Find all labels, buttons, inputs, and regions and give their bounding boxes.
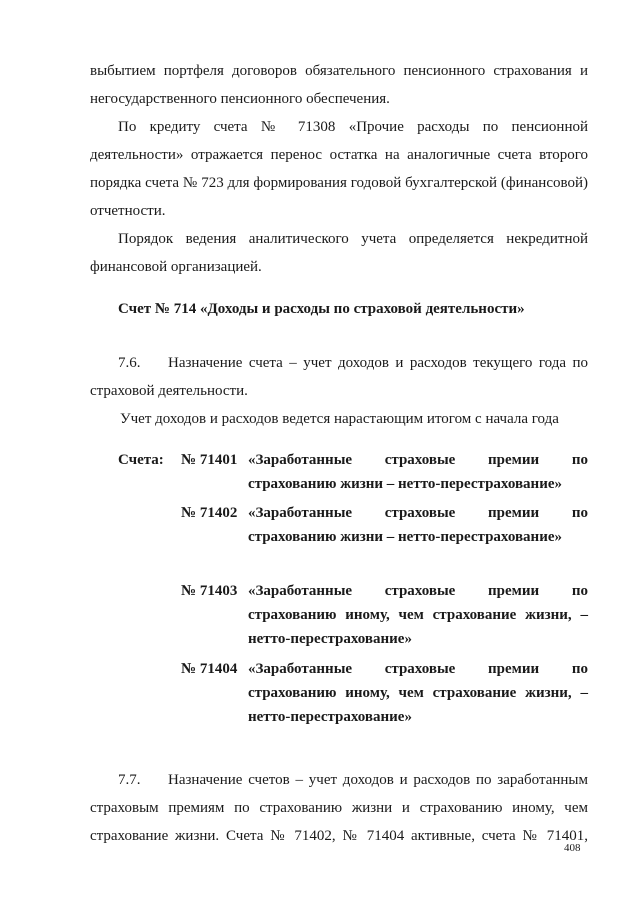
intro-line-1: выбытием портфеля договоров обязательного пенсионного страхования и bbox=[90, 63, 588, 79]
account-number: № 71401 bbox=[181, 452, 238, 468]
paragraph-analytic-accounting: Порядок ведения аналитического учета определяется некредитной финансовой организацией. bbox=[90, 231, 588, 275]
paragraph-7-7-line-3: страхование жизни. Счета № 71402, № 71404 активные, счета № 71401, bbox=[90, 828, 588, 844]
page-number: 408 bbox=[564, 842, 581, 854]
account-number: № 71404 bbox=[181, 661, 238, 677]
account-title bbox=[248, 448, 588, 496]
account-title-line: нетто-перестрахование» bbox=[248, 631, 412, 647]
account-title-line: страхованию жизни – нетто-перестрахование» bbox=[248, 476, 563, 492]
paragraph-7-6-line-1: Назначение счета – учет доходов и расходов текущего года по bbox=[168, 355, 588, 371]
account-title-line: страхованию жизни – нетто-перестрахование» bbox=[248, 529, 563, 545]
paragraph-7-7-line-2: страховым премиям по страхованию жизни и страхованию иному, чем bbox=[90, 800, 588, 816]
account-title-line: «Заработанные страховые премии по bbox=[248, 452, 588, 468]
paragraph-7-7-line-1: Назначение счетов – учет доходов и расходов по заработанным bbox=[168, 772, 588, 788]
account-title bbox=[248, 579, 588, 651]
account-title bbox=[248, 501, 588, 549]
paragraph-account-71308: По кредиту счета № 71308 «Прочие расходы по пенсионной деятельности» отражается перенос остатка на аналогичные счета второго порядка счета № 723 для формирования годовой бухгалтерской (финансовой) отчетности. bbox=[90, 119, 588, 219]
paragraph-7-6-line-2: страховой деятельности. bbox=[90, 383, 248, 399]
account-number: № 71402 bbox=[181, 505, 238, 521]
paragraph-7-6-note: Учет доходов и расходов ведется нарастающим итогом с начала года bbox=[120, 411, 559, 427]
account-title-line: нетто-перестрахование» bbox=[248, 709, 412, 725]
account-title bbox=[248, 657, 588, 729]
paragraph-7-7-number: 7.7. bbox=[118, 772, 141, 788]
section-heading: Счет № 714 «Доходы и расходы по страховой деятельности» bbox=[118, 301, 525, 317]
account-title-line: «Заработанные страховые премии по bbox=[248, 661, 588, 677]
intro-line-2: негосударственного пенсионного обеспечения. bbox=[90, 91, 390, 107]
account-title-line: «Заработанные страховые премии по bbox=[248, 583, 588, 599]
account-title-line: «Заработанные страховые премии по bbox=[248, 505, 588, 521]
paragraph-7-6-number: 7.6. bbox=[118, 355, 141, 371]
account-title-line: страхованию иному, чем страхование жизни, – bbox=[248, 607, 588, 623]
accounts-label: Счета: bbox=[118, 452, 164, 468]
account-title-line: страхованию иному, чем страхование жизни, – bbox=[248, 685, 588, 701]
account-number: № 71403 bbox=[181, 583, 238, 599]
